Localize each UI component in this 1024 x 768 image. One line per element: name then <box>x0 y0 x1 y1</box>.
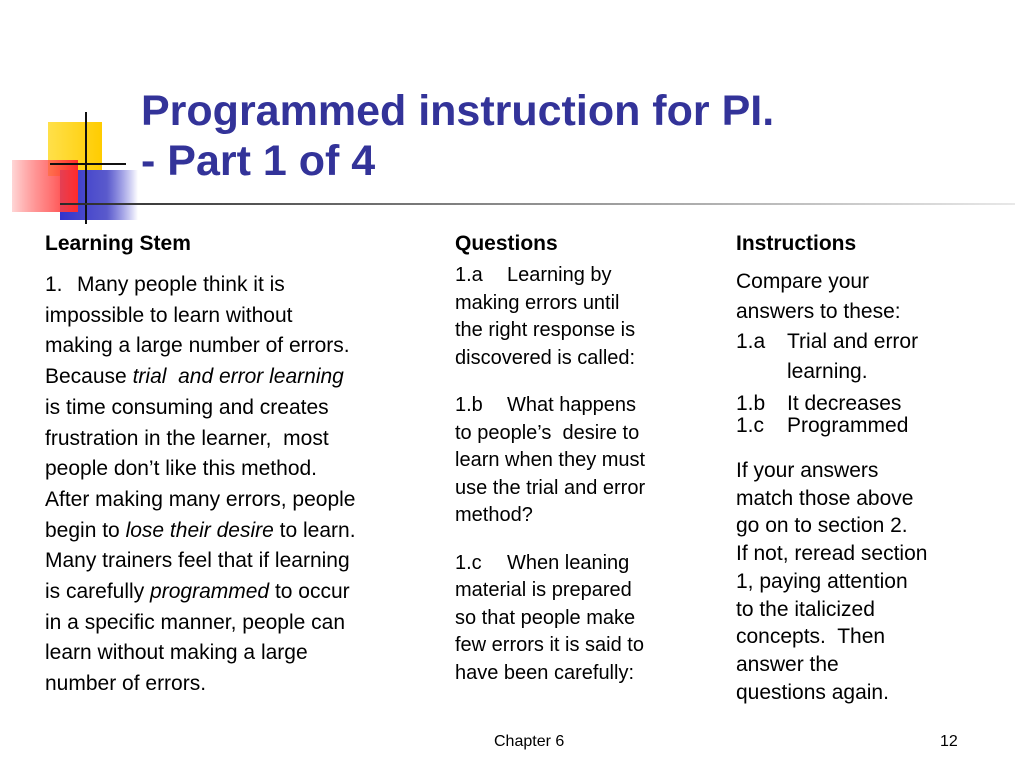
stem-line: frustration in the learner, most <box>45 426 329 450</box>
italic-term: trial <box>132 365 167 389</box>
question-1a: 1.a Learning by making errors until the right response is discovered is called: <box>455 264 636 369</box>
instructions-outro: If your answers match those above go on to section 2. If not, reread section 1, paying attention to the italicized concepts. Then answer the questions again. <box>736 459 928 704</box>
stem-line: 1. Many people think it is <box>45 270 430 301</box>
stem-line: After making many errors, people <box>45 487 356 511</box>
stem-line: is carefully programmed to occur <box>45 580 350 604</box>
title-divider <box>60 203 1015 205</box>
instructions-column <box>736 231 986 706</box>
stem-line: people don’t like this method. <box>45 457 318 481</box>
italic-term: and error learning <box>178 365 344 389</box>
question-label: 1.a <box>455 264 483 286</box>
stem-line: making a large number of errors. <box>45 334 350 358</box>
questions-heading: Questions <box>455 232 558 255</box>
answer-1c: 1.c Programmed <box>736 414 909 437</box>
question-1c: 1.c When leaning material is prepared so that people make few errors it is said to have been carefully: <box>455 551 644 684</box>
question-label: 1.b <box>455 394 483 416</box>
question-label: 1.c <box>455 551 482 574</box>
stem-line: learn without making a large <box>45 641 308 665</box>
footer-chapter: Chapter 6 <box>494 733 565 750</box>
italic-term: programmed <box>150 580 270 604</box>
italic-term: lose their desire <box>125 518 274 542</box>
answer-1a: 1.a Trial and error learning. <box>736 327 986 387</box>
stem-line: impossible to learn without <box>45 303 293 327</box>
title-line-1: Programmed instruction for PI. <box>141 87 775 135</box>
stem-line: begin to lose their desire to learn. <box>45 518 356 542</box>
stem-line: in a specific manner, people can <box>45 610 346 634</box>
questions-column <box>455 231 710 707</box>
page-number: 12 <box>940 733 958 750</box>
instructions-heading: Instructions <box>736 232 857 255</box>
answer-1b: 1.b It decreases <box>736 392 902 415</box>
stem-line: Many trainers feel that if learning <box>45 549 350 573</box>
answer-label: 1.b <box>736 392 766 415</box>
question-1b: 1.b What happens to people’s desire to learn when they must use the trial and error method? <box>455 394 646 526</box>
stem-line: is time consuming and creates <box>45 395 329 419</box>
stem-line: Because trial and error learning <box>45 365 344 389</box>
answer-label: 1.c <box>736 414 765 437</box>
stem-number: 1. <box>45 273 63 296</box>
instructions-intro: Compare your answers to these: <box>736 270 901 323</box>
stem-line: number of errors. <box>45 672 207 696</box>
learning-stem-text <box>45 270 430 700</box>
answer-label: 1.a <box>736 330 766 353</box>
learning-stem-column <box>45 231 430 700</box>
slide-title <box>141 86 1001 186</box>
title-line-2: - Part 1 of 4 <box>141 137 376 185</box>
learning-stem-heading: Learning Stem <box>45 232 191 255</box>
